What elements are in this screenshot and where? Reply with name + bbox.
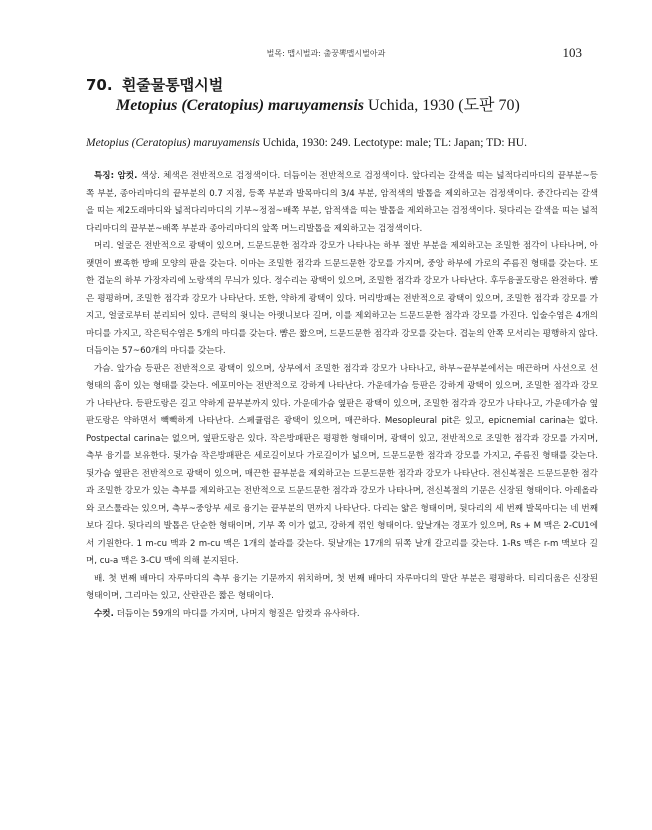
entry-number: 70.: [86, 76, 113, 94]
paragraph-thorax: [86, 361, 598, 571]
paragraph-head: [86, 238, 598, 361]
paragraph-text: 더듬이는 59개의 마디를 가지며, 나머지 형질은 암컷과 유사하다.: [113, 608, 360, 619]
species-epithet: maruyamensis: [268, 97, 365, 114]
title-line: [86, 75, 606, 95]
description-body: [86, 168, 598, 623]
species-authority: Uchida, 1930 (도판 70): [368, 97, 520, 114]
korean-name: 흰줄물통맵시벌: [121, 76, 224, 94]
paragraph-features: [86, 168, 598, 238]
paragraph-text: 머리. 얼굴은 전반적으로 광택이 있으며, 드문드문한 점각과 강모가 나타나는 하부 절반 부분을 제외하고는 조밀한 점각이 나타나며, 아랫면이 뾰족한 방패 모양의 판을 갖는다. 이마는 조밀한 점각과 드문드문한 강모를 가지며, 중앙 하부에 가로의 주름진 형태를 갖는다. 또한 겹눈의 하부 가장자리에 노랑색의 무늬가 있다. 정수리는 광택이 있으며, 조밀한 점각과 강모가 나타난다. 후두융골도랑은 완전하다. 뺨은 평평하며, 조밀한 점각과 강모가 나타난다. 또한, 약하게 광택이 있다. 머리방패는 전반적으로 광택이 있으며, 조밀한 점각과 강모를 가지고, 얼굴로부터 분리되어 있다. 큰턱의 윗니는 아랫니보다 길며, 이를 제외하고는 드문드문한 점각과 강모를 가진다. 입술수염은 4개의 마디를 가지고, 작은턱수염은 5개의 마디를 갖는다. 뺨은 짧으며, 드문드문한 점각과 강모를 갖는다. 겹눈의 안쪽 모서리는 평행하지 않다. 더듬이는 57~60개의 마디를 갖는다.: [86, 241, 598, 356]
paragraph-male: [86, 606, 598, 624]
species-heading: [86, 75, 606, 117]
species-subgenus: (Ceratopius): [181, 97, 265, 114]
paragraph-text: 가슴. 앞가슴 등판은 전반적으로 광택이 있으며, 상부에서 조밀한 점각과 강모가 나타나고, 하부~끝부분에서는 매끈하며 사선으로 선 형태의 홈이 있는 형태를 갖는다. 에포미아는 전반적으로 강하게 나타난다. 가운데가슴 등판은 강하게 광택이 있으며, 조밀한 점각과 강모가 나타난다. 등판도랑은 길고 약하게 끝부분까지 있다. 가운데가슴 옆판은 광택이 있으며, 조밀한 점각과 강모가 나타나고, 가운데가슴 옆판도랑은 약하면서 빽빽하게 나타난다. 스페큘럼은 광택이 있으며, 매끈하다. Mesopleural pit은 있고, epicnemial carina는 없다. Postpectal carina는 없으며, 옆판도랑은 있다. 작은방패판은 평평한 형태이며, 광택이 있고, 전반적으로 조밀한 점각과 강모를 가지며, 측부 융기를 보유한다. 뒷가슴 작은방패판은 세로길이보다 가로길이가 넓으며, 드문드문한 점각과 강모를 가지고, 주름진 형태를 갖는다. 뒷가슴 옆판은 전반적으로 광택이 있으며, 매끈한 끝부분을 제외하고는 드문드문한 점각과 강모가 나타난다. 전신복절은 드문드문한 점각과 조밀한 강모가 있는 측부를 제외하고는 전반적으로 드문드문한 점각과 강모가 나타나며, 전신복절의 기문은 신장된 형태이다. 아레올라와 코스툴라는 있으며, 측부~중앙부 세로 융기는 끝부분의 면까지 나타난다. 다리는 얇은 형태이며, 뒷다리의 세 번째 발목마디는 네 번째보다 길다. 뒷다리의 발톱은 단순한 형태이며, 기부 쪽 이가 없고, 강하게 꺾인 형태이다. 앞날개는 경포가 있으며, Rs + M 맥은 2-CU1에서 기원한다. 1 m-cu 맥과 2 m-cu 맥은 1개의 불라를 갖는다. 뒷날개는 17개의 뒤쪽 날개 갈고리를 갖는다. 1-Rs 맥은 r-m 맥보다 길며, cu-a 맥은 3-CU 맥에 의해 분지된다.: [86, 363, 598, 566]
paragraph-lead: 수컷.: [94, 608, 114, 619]
citation-species: Metopius (Ceratopius) maruyamensis: [86, 137, 260, 149]
species-name-line: [116, 95, 606, 117]
paragraph-lead: 특징: 암컷.: [94, 171, 138, 181]
paragraph-abdomen: [86, 571, 598, 606]
species-genus: Metopius: [116, 97, 178, 114]
running-head: 벌목: 맵시벌과: 출꿍뽁맵시벌아과: [266, 49, 386, 58]
citation-text: Uchida, 1930: 249. Lectotype: male; TL: Japan; TD: HU.: [262, 137, 527, 149]
paragraph-text: 색상. 체색은 전반적으로 검정색이다. 더듬이는 전반적으로 검정색이다. 앞다리는 갈색을 띠는 넓적다리마디의 끝부분~등쪽 부분, 종아리마디의 끝부분의 0.7 지점, 등쪽 부분과 발목마디의 3/4 부분, 암적색의 발톱을 제외하고는 검정색이다. 중간다리는 갈색을 띠는 제2도래마디와 넓적다리마디의 기부~정점~배쪽 부분, 암적색을 띠는 발톱을 제외하고는 검정색이다. 뒷다리는 갈색을 띠는 넓적다리마디의 끝부분~배쪽 부분과 종아리마디의 앞쪽 며느리발톱을 제외하고는 검정색이다.: [86, 171, 598, 234]
citation: [86, 136, 606, 151]
page-number: 103: [562, 45, 582, 60]
paragraph-text: 배. 첫 번째 배마디 자루마디의 측부 융기는 기문까지 위치하며, 첫 번째 배마디 자루마디의 말단 부분은 평평하다. 티리디움은 신장된 형태이며, 그리마는 있고, 산란관은 짧은 형태이다.: [86, 573, 598, 601]
